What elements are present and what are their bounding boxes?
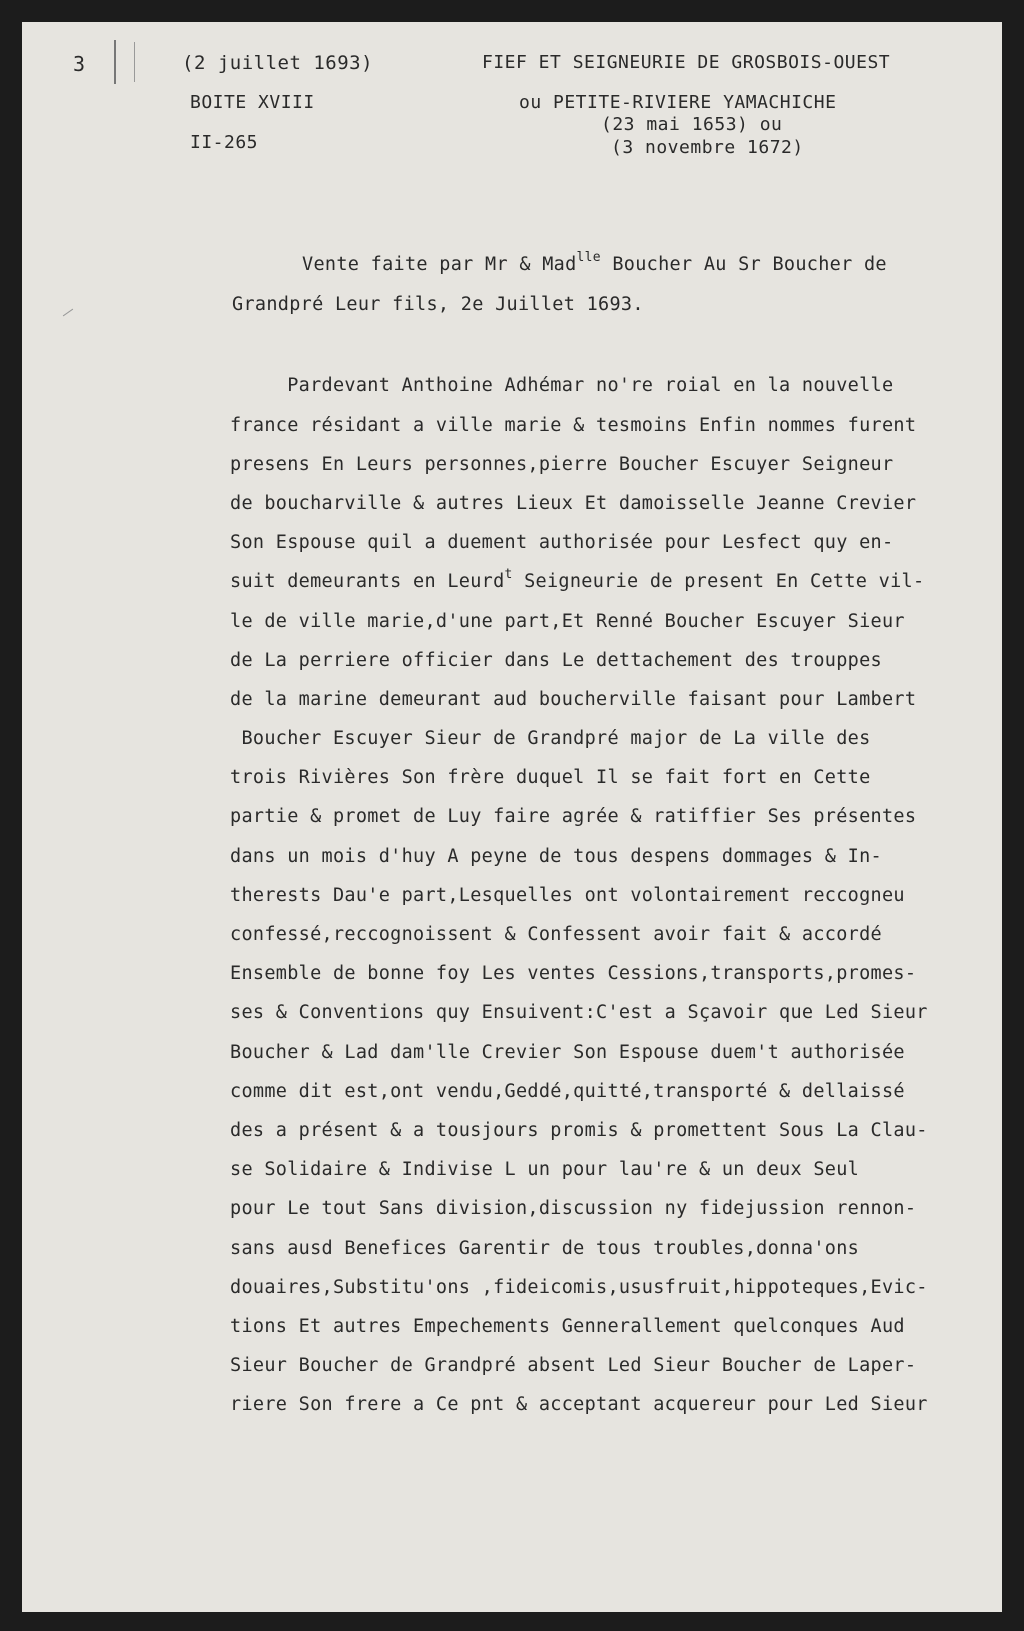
body-line: de la marine demeurant aud boucherville faisant pour Lambert	[230, 689, 917, 710]
document-title: FIEF ET SEIGNEURIE DE GROSBOIS-OUEST	[482, 52, 891, 73]
body-line: riere Son frere a Ce pnt & acceptant acquereur pour Led Sieur	[230, 1394, 928, 1415]
body-line: de La perriere officier dans Le dettachement des trouppes	[230, 650, 882, 671]
body-line: partie & promet de Luy faire agrée & ratiffier Ses présentes	[230, 806, 917, 827]
page-number: 3	[73, 52, 86, 76]
margin-mark	[114, 40, 116, 84]
body-line: Ensemble de bonne foy Les ventes Cessions,transports,promes-	[230, 963, 917, 984]
body-line: comme dit est,ont vendu,Geddé,quitté,transporté & dellaissé	[230, 1081, 905, 1102]
body-line: se Solidaire & Indivise L un pour lau're & un deux Seul	[230, 1159, 860, 1180]
sale-heading-line-1: Vente faite par Mr & Mad$^{lle}$ Boucher Au Sr Boucher de	[302, 250, 887, 275]
header-date-1: (23 mai 1653) ou	[601, 114, 783, 135]
body-line: tions Et autres Empechements Gennerallement quelconques Aud	[230, 1316, 905, 1337]
body-line: douaires,Substitu'ons ,fideicomis,ususfruit,hippoteques,Evic-	[230, 1277, 928, 1298]
body-line: des a présent & a tousjours promis & promettent Sous La Clau-	[230, 1120, 928, 1141]
body-line: de boucharville & autres Lieux Et damoisselle Jeanne Crevier	[230, 493, 917, 514]
body-line: Sieur Boucher de Grandpré absent Led Sieur Boucher de Laper-	[230, 1355, 917, 1376]
body-line: pour Le tout Sans division,discussion ny fidejussion rennon-	[230, 1198, 917, 1219]
document-page	[22, 22, 1002, 1612]
body-line: presens En Leurs personnes,pierre Boucher Escuyer Seigneur	[230, 454, 894, 475]
body-line: therests Dau'e part,Lesquelles ont volontairement reccogneu	[230, 885, 905, 906]
body-line: Pardevant Anthoine Adhémar no're roial en la nouvelle	[230, 375, 894, 396]
date-line: (2 juillet 1693)	[182, 52, 374, 74]
margin-check-mark	[63, 309, 73, 317]
body-line: confessé,reccognoissent & Confessent avoir fait & accordé	[230, 924, 882, 945]
document-subtitle: ou PETITE-RIVIERE YAMACHICHE	[519, 92, 837, 113]
body-line: sans ausd Benefices Garentir de tous troubles,donna'ons	[230, 1238, 860, 1259]
header-date-2: (3 novembre 1672)	[611, 137, 804, 158]
body-line: france résidant a ville marie & tesmoins Enfin nommes furent	[230, 415, 917, 436]
body-line: trois Rivières Son frère duquel Il se fait fort en Cette	[230, 767, 871, 788]
body-line: dans un mois d'huy A peyne de tous despens dommages & In-	[230, 846, 882, 867]
body-line: le de ville marie,d'une part,Et Renné Boucher Escuyer Sieur	[230, 611, 905, 632]
body-line: Boucher & Lad dam'lle Crevier Son Espouse duem't authorisée	[230, 1042, 905, 1063]
margin-mark	[134, 42, 135, 82]
reference-number: II-265	[190, 132, 259, 153]
body-line: Son Espouse quil a duement authorisée pour Lesfect quy en-	[230, 532, 894, 553]
body-line: Boucher Escuyer Sieur de Grandpré major de La ville des	[230, 728, 871, 749]
box-label: BOITE XVIII	[190, 92, 315, 113]
sale-heading-line-2: Grandpré Leur fils, 2e Juillet 1693.	[232, 294, 644, 315]
body-line: ses & Conventions quy Ensuivent:C'est a Sçavoir que Led Sieur	[230, 1002, 928, 1023]
body-line: suit demeurants en Leurd$^t$ Seigneurie de present En Cette vil-	[230, 567, 925, 592]
